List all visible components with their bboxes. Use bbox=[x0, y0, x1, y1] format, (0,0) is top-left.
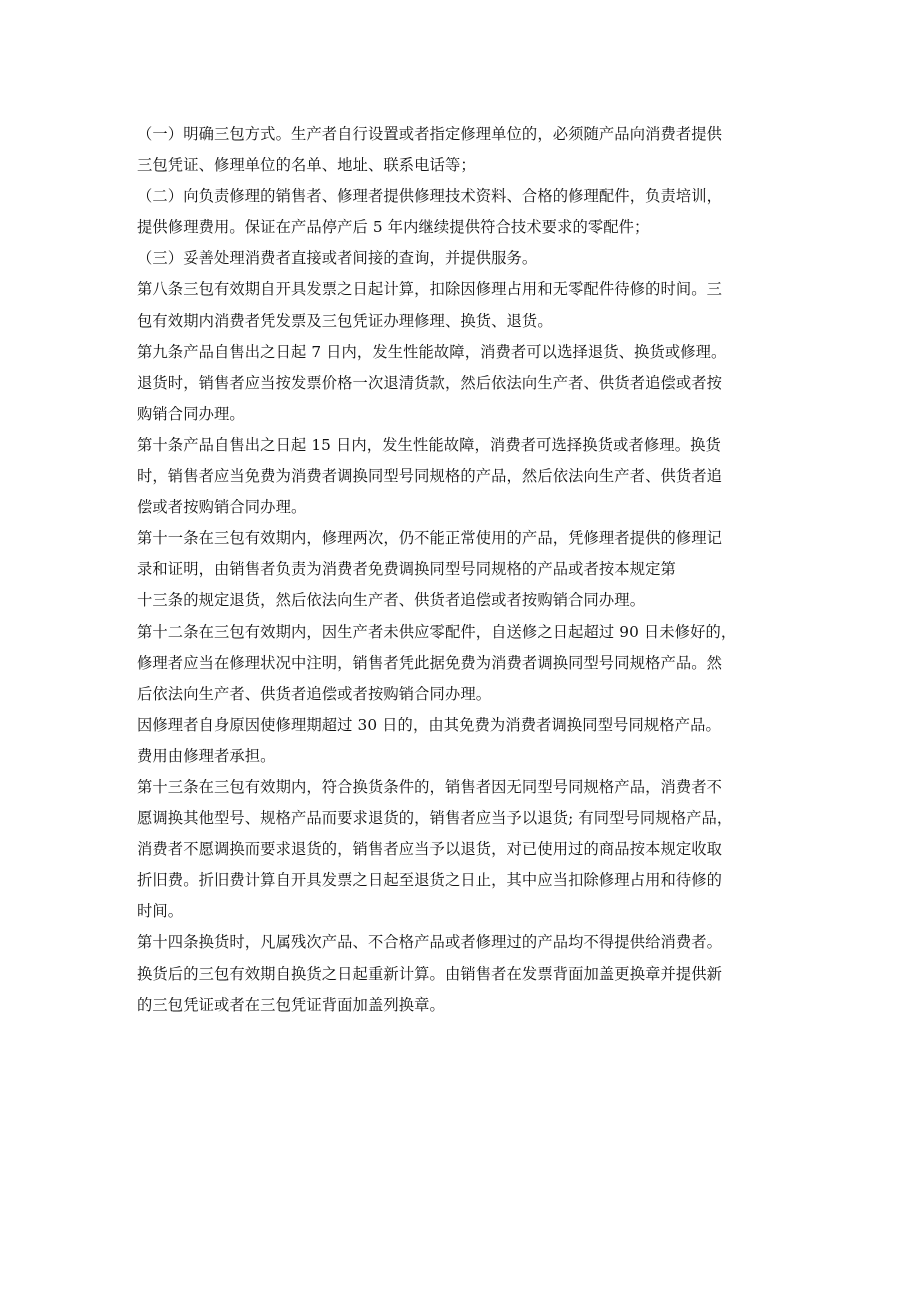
paragraph-clause-2 bbox=[137, 181, 787, 243]
document-body bbox=[137, 119, 787, 1021]
text-line: （一）明确三包方式。生产者自行设置或者指定修理单位的，必须随产品向消费者提供 bbox=[137, 125, 723, 143]
text-line: 愿调换其他型号、规格产品而要求退货的，销售者应当予以退货; 有同型号同规格产品， bbox=[137, 809, 733, 828]
text-line: 第十三条在三包有效期内，符合换货条件的，销售者因无同型号同规格产品，消费者不 bbox=[137, 777, 723, 796]
text-line: 换货后的三包有效期自换货之日起重新计算。由销售者在发票背面加盖更换章并提供新 bbox=[137, 964, 723, 983]
text-line: 时，销售者应当免费为消费者调换同型号同规格的产品，然后依法向生产者、供货者追 bbox=[137, 467, 723, 486]
text-line: 第十二条在三包有效期内，因生产者未供应零配件，自送修之日起超过 90 日未修好的， bbox=[137, 622, 737, 641]
text-line: 消费者不愿调换而要求退货的，销售者应当予以退货，对已使用过的商品按本规定收取 bbox=[137, 840, 723, 859]
text-line: 退货时，销售者应当按发票价格一次退清货款，然后依法向生产者、供货者追偿或者按 bbox=[137, 373, 723, 392]
paragraph-article-12 bbox=[137, 617, 787, 710]
paragraph-article-11-continued bbox=[137, 585, 787, 616]
paragraph-article-8 bbox=[137, 274, 787, 336]
paragraph-clause-3 bbox=[137, 243, 787, 274]
text-line: （三）妥善处理消费者直接或者间接的查询，并提供服务。 bbox=[137, 249, 538, 268]
text-line: 第十条产品自售出之日起 15 日内，发生性能故障，消费者可选择换货或者修理。换货 bbox=[137, 435, 721, 454]
text-line: 录和证明，由销售者负责为消费者免费调换同型号同规格的产品或者按本规定第 bbox=[137, 560, 676, 579]
text-line: 第九条产品自售出之日起 7 日内，发生性能故障，消费者可以选择退货、换货或修理。 bbox=[137, 342, 727, 361]
text-line: 提供修理费用。保证在产品停产后 5 年内继续提供符合技术要求的零配件； bbox=[137, 218, 650, 237]
text-line: 费用由修理者承担。 bbox=[137, 746, 276, 765]
text-line: 十三条的规定退货，然后依法向生产者、供货者追偿或者按购销合同办理。 bbox=[137, 591, 646, 610]
text-line: 第八条三包有效期自开具发票之日起计算，扣除因修理占用和无零配件待修的时间。三 bbox=[137, 280, 723, 299]
text-line: （二）向负责修理的销售者、修理者提供修理技术资料、合格的修理配件，负责培训， bbox=[137, 187, 723, 206]
paragraph-article-13 bbox=[137, 772, 787, 927]
text-line: 三包凭证、修理单位的名单、地址、联系电话等； bbox=[137, 156, 476, 175]
text-line: 折旧费。折旧费计算自开具发票之日起至退货之日止，其中应当扣除修理占用和待修的 bbox=[137, 871, 723, 890]
paragraph-clause-1 bbox=[137, 119, 787, 181]
text-line: 修理者应当在修理状况中注明，销售者凭此据免费为消费者调换同型号同规格产品。然 bbox=[137, 653, 723, 672]
text-line: 第十一条在三包有效期内，修理两次，仍不能正常使用的产品，凭修理者提供的修理记 bbox=[137, 529, 723, 548]
text-line: 因修理者自身原因使修理期超过 30 日的，由其免费为消费者调换同型号同规格产品。 bbox=[137, 715, 721, 734]
paragraph-article-9 bbox=[137, 337, 787, 430]
text-line: 的三包凭证或者在三包凭证背面加盖列换章。 bbox=[137, 995, 445, 1014]
text-line: 时间。 bbox=[137, 902, 184, 921]
paragraph-article-12-supplement bbox=[137, 710, 787, 772]
paragraph-article-11 bbox=[137, 523, 787, 585]
text-line: 第十四条换货时，凡属残次产品、不合格产品或者修理过的产品均不得提供给消费者。 bbox=[137, 933, 723, 952]
text-line: 偿或者按购销合同办理。 bbox=[137, 498, 307, 517]
paragraph-article-10 bbox=[137, 430, 787, 523]
paragraph-article-14 bbox=[137, 927, 787, 1020]
text-line: 购销合同办理。 bbox=[137, 404, 245, 423]
text-line: 后依法向生产者、供货者追偿或者按购销合同办理。 bbox=[137, 684, 492, 703]
text-line: 包有效期内消费者凭发票及三包凭证办理修理、换货、退货。 bbox=[137, 311, 553, 330]
